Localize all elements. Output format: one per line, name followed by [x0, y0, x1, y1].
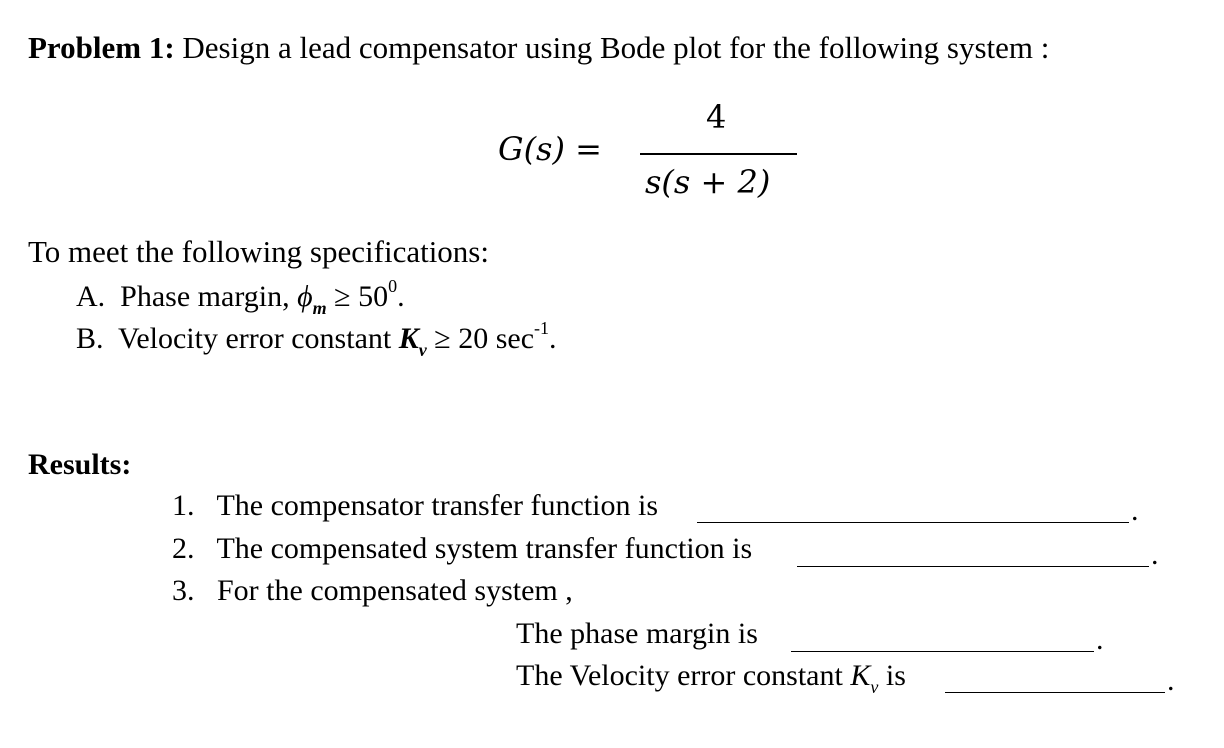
period: .	[1131, 494, 1139, 527]
spec-a-end: .	[397, 280, 405, 313]
spec-a-text: Phase margin,	[120, 280, 290, 313]
item-2-text: The compensated system transfer function is	[216, 532, 753, 565]
problem-statement	[28, 30, 1049, 66]
spec-b	[76, 318, 557, 360]
result-item-1	[172, 489, 658, 523]
item-1-marker: 1.	[172, 489, 195, 522]
result-item-3	[172, 574, 573, 608]
phi-symbol: ϕ	[297, 280, 313, 313]
spec-b-marker: B.	[76, 322, 104, 355]
equation-lhs: G(s) =	[498, 130, 602, 168]
item-1-text: The compensator transfer function is	[216, 489, 658, 522]
spec-b-condition: ≥ 20 sec	[426, 322, 535, 355]
spec-b-text: Velocity error constant	[117, 322, 399, 355]
velocity-suffix: is	[878, 659, 906, 692]
kv-subscript: v	[418, 340, 427, 360]
velocity-constant-blank[interactable]	[945, 692, 1165, 693]
problem-label: Problem 1:	[28, 30, 175, 65]
kv-result-symbol: K	[850, 659, 871, 692]
specs-intro: To meet the following specifications:	[28, 234, 489, 269]
phase-margin-blank[interactable]	[791, 651, 1094, 652]
degree-superscript: 0	[388, 276, 398, 296]
velocity-constant-label	[516, 659, 906, 697]
equation-denominator: s(s + 2)	[645, 163, 771, 201]
sec-superscript: -1	[534, 318, 550, 338]
compensated-tf-blank[interactable]	[797, 566, 1149, 567]
phi-subscript: m	[312, 298, 327, 318]
spec-a-condition: ≥ 50	[326, 280, 389, 313]
problem-text: Design a lead compensator using Bode plot for the following system :	[174, 30, 1050, 65]
kv-result-subscript: v	[870, 677, 879, 697]
kv-symbol: K	[398, 322, 419, 355]
results-title: Results:	[28, 448, 132, 481]
compensator-tf-blank[interactable]	[697, 522, 1129, 523]
period: .	[1167, 664, 1175, 697]
fraction-bar	[640, 153, 797, 155]
spec-a	[76, 276, 405, 318]
velocity-prefix: The Velocity error constant	[516, 659, 851, 692]
period: .	[1151, 538, 1159, 571]
item-2-marker: 2.	[172, 532, 195, 565]
item-3-marker: 3.	[172, 574, 195, 607]
result-item-2	[172, 532, 752, 566]
spec-b-end: .	[549, 322, 557, 355]
phase-margin-label: The phase margin is	[516, 617, 758, 650]
spec-a-marker: A.	[76, 280, 106, 313]
item-3-text: For the compensated system ,	[217, 574, 573, 607]
equation-numerator: 4	[706, 98, 727, 136]
period: .	[1096, 623, 1104, 656]
